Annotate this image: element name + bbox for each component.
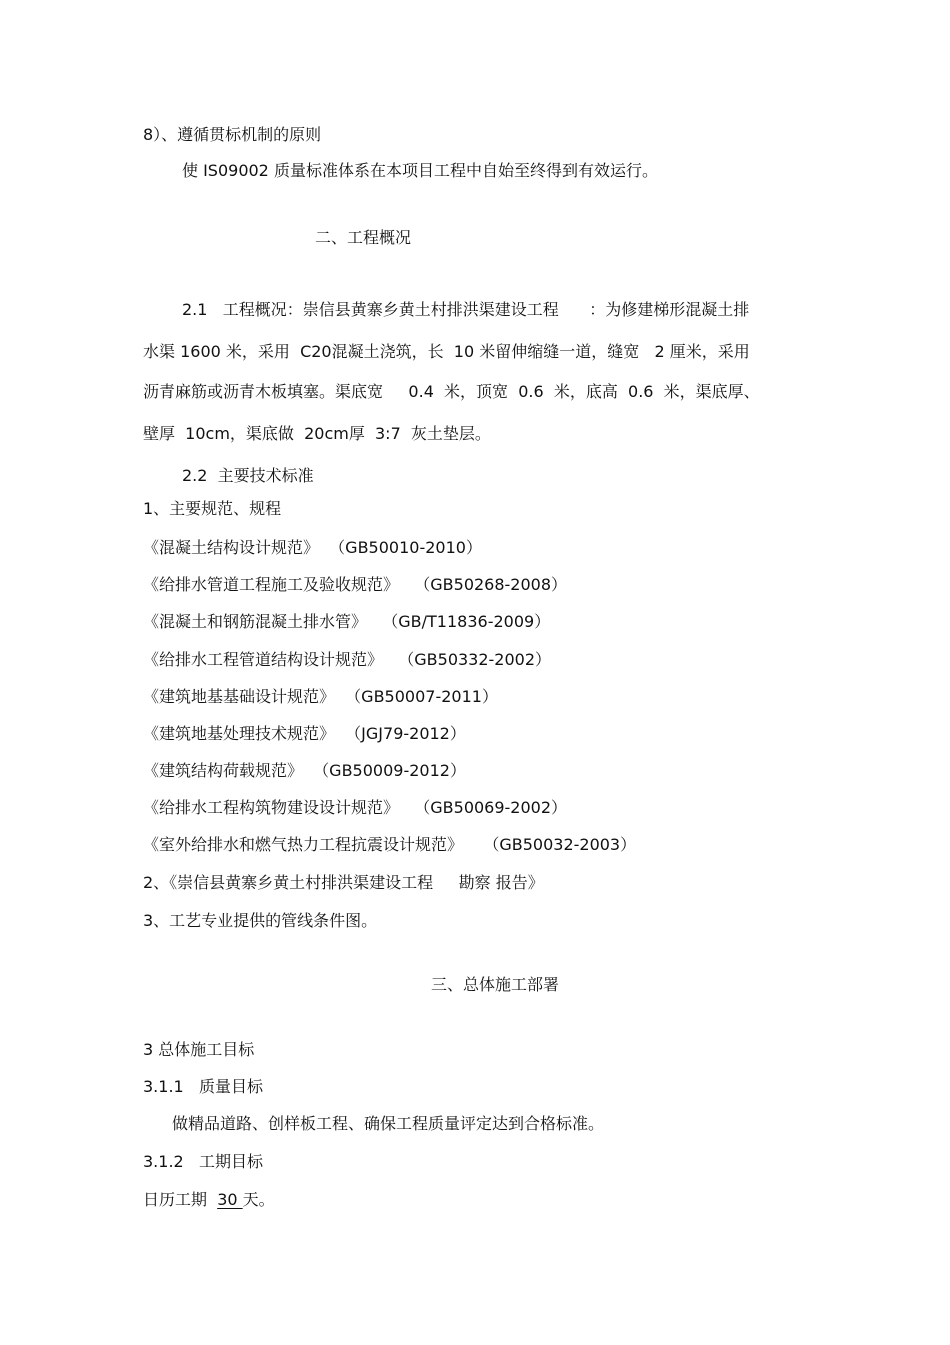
spec-item: 《建筑结构荷载规范》 （GB50009-2012） — [143, 761, 466, 780]
specs-heading: 1、主要规范、规程 — [143, 499, 282, 518]
schedule-heading: 3.1.2 工期目标 — [143, 1152, 263, 1171]
spec-item: 《混凝土结构设计规范》 （GB50010-2010） — [143, 538, 482, 557]
spec-item: 《室外给排水和燃气热力工程抗震设计规范》 （GB50032-2003） — [143, 835, 637, 854]
spec-item: 《给排水工程构筑物建设设计规范》 （GB50069-2002） — [143, 798, 568, 817]
spec-item: 《建筑地基处理技术规范》 （JGJ79-2012） — [143, 724, 466, 743]
section-3-title: 三、总体施工部署 — [431, 975, 560, 994]
spec-item: 《混凝土和钢筋混凝土排水管》 （GB/T11836-2009） — [143, 612, 551, 631]
section-2-title: 二、工程概况 — [315, 228, 412, 247]
schedule-body — [143, 1189, 275, 1211]
spec-item: 《建筑地基基础设计规范》 （GB50007-2011） — [143, 687, 498, 706]
goal-heading: 3 总体施工目标 — [143, 1040, 255, 1059]
tech-standard-title: 2.2 主要技术标准 — [182, 466, 314, 485]
spec-item: 《给排水工程管道结构设计规范》 （GB50332-2002） — [143, 650, 552, 669]
overview-line-1: 2.1 工程概况：崇信县黄寨乡黄土村排洪渠建设工程 ：为修建梯形混凝土排 — [182, 300, 750, 319]
principle-heading: 8）、遵循贯标机制的原则 — [143, 125, 322, 144]
schedule-days: 30 — [217, 1190, 243, 1209]
principle-body: 使 IS09002 质量标准体系在本项目工程中自始至终得到有效运行。 — [182, 161, 658, 180]
survey-report-item: 2、《崇信县黄寨乡黄土村排洪渠建设工程 勘察 报告》 — [143, 873, 544, 892]
schedule-prefix: 日历工期 — [143, 1190, 218, 1209]
overview-line-3: 沥青麻筋或沥青木板填塞。渠底宽 0.4 米，顶宽 0.6 米，底高 0.6 米，渠底厚、 — [143, 382, 760, 401]
overview-line-4: 壁厚 10cm，渠底做 20cm厚 3:7 灰土垫层。 — [143, 424, 491, 443]
schedule-suffix: 天。 — [242, 1190, 275, 1209]
overview-line-2: 水渠 1600 米，采用 C20混凝土浇筑，长 10 米留伸缩缝一道，缝宽 2 厘米，采用 — [143, 342, 750, 361]
pipeline-drawing-item: 3、工艺专业提供的管线条件图。 — [143, 911, 378, 930]
spec-item: 《给排水管道工程施工及验收规范》 （GB50268-2008） — [143, 575, 568, 594]
quality-heading: 3.1.1 质量目标 — [143, 1077, 263, 1096]
quality-body: 做精品道路、创样板工程、确保工程质量评定达到合格标准。 — [172, 1114, 605, 1133]
